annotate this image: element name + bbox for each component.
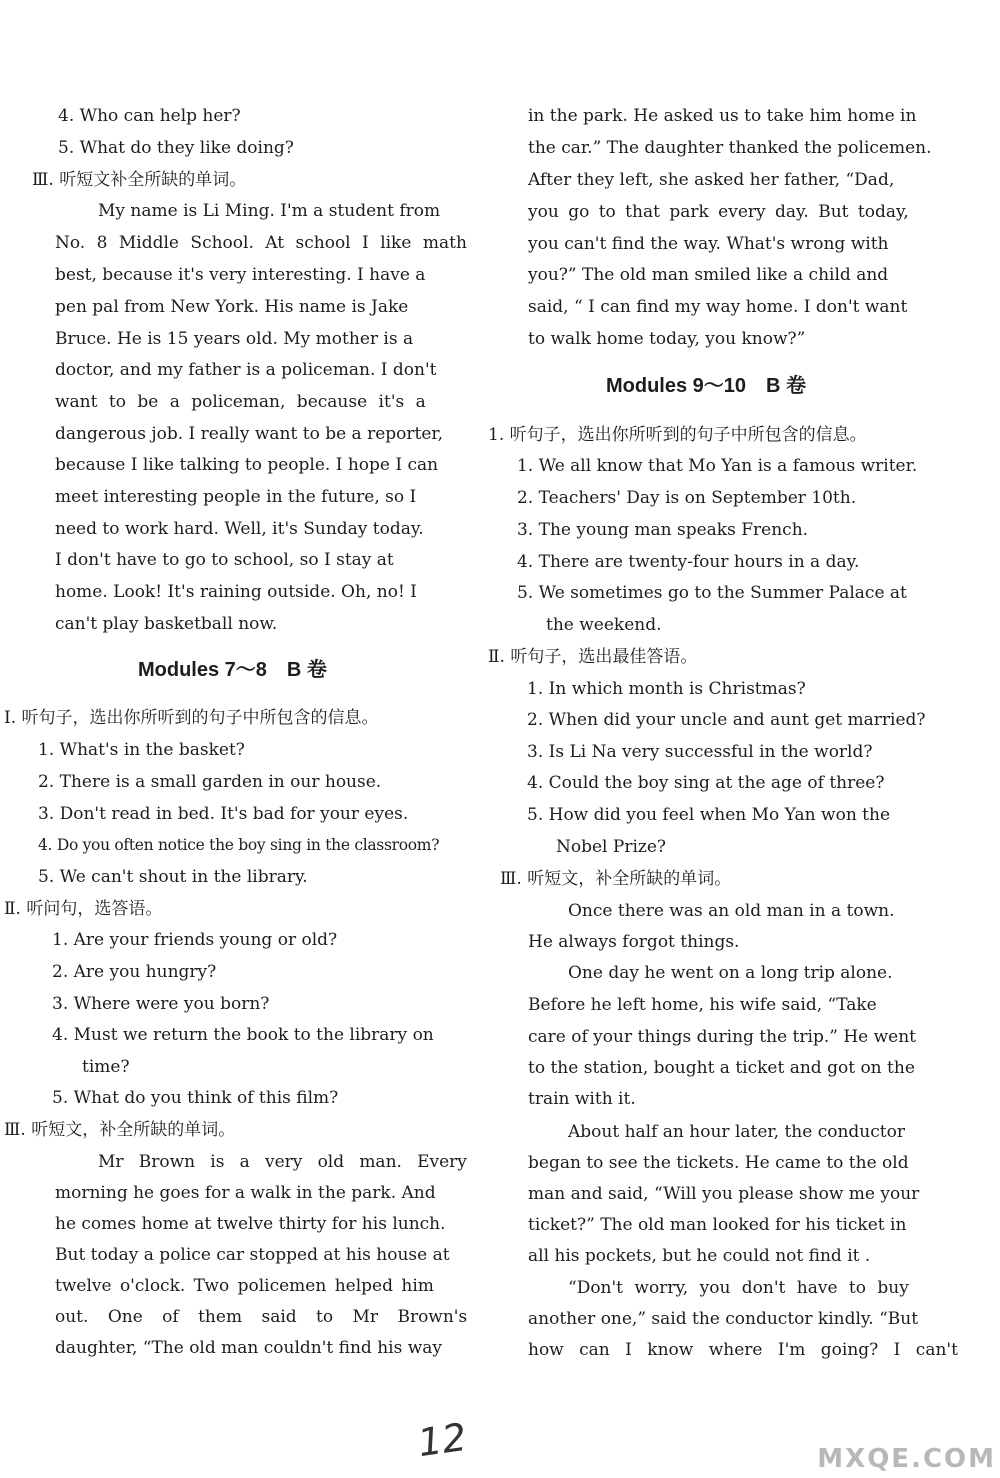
passage-line: want to be a policeman, because it's a — [55, 392, 426, 412]
passage-line: dangerous job. I really want to be a reporter, — [55, 424, 444, 444]
question-item: 2. There is a small garden in our house. — [38, 772, 382, 792]
question-item: 3. Don't read in bed. It's bad for your eyes. — [38, 804, 409, 824]
passage-line: need to work hard. Well, it's Sunday today. — [55, 519, 424, 539]
passage-line: you can't find the way. What's wrong with — [528, 234, 889, 254]
question-item-cont: Nobel Prize? — [556, 837, 667, 857]
question-item: 2. Are you hungry? — [52, 962, 217, 982]
passage-line: he comes home at twelve thirty for his lunch. — [55, 1214, 446, 1234]
passage-line: Once there was an old man in a town. — [568, 901, 895, 921]
passage-line: you?” The old man smiled like a child and — [528, 265, 889, 285]
question-item: 2. When did your uncle and aunt get married? — [527, 710, 926, 730]
question-item: 3. Where were you born? — [52, 994, 270, 1014]
passage-line: to the station, bought a ticket and got on the — [528, 1058, 915, 1078]
passage-line: all his pockets, but he could not find it . — [528, 1246, 871, 1266]
passage-line: meet interesting people in the future, so I — [55, 487, 417, 507]
question-item: 5. What do you think of this film? — [52, 1088, 339, 1108]
question-item: 5. What do they like doing? — [58, 138, 294, 158]
passage-line: Mr Brown is a very old man. Every — [98, 1152, 467, 1172]
passage-line: About half an hour later, the conductor — [568, 1122, 905, 1142]
passage-line: pen pal from New York. His name is Jake — [55, 297, 409, 317]
passage-line: “Don't worry, you don't have to buy — [568, 1278, 909, 1298]
passage-line: Bruce. He is 15 years old. My mother is a — [55, 329, 414, 349]
passage-line: home. Look! It's raining outside. Oh, no! I — [55, 582, 417, 602]
passage-line: But today a police car stopped at his house at — [55, 1245, 450, 1265]
passage-line: because I like talking to people. I hope I can — [55, 455, 439, 475]
question-item: 1. In which month is Christmas? — [527, 679, 806, 699]
passage-line: out. One of them said to Mr Brown's — [55, 1307, 468, 1327]
passage-line: ticket?” The old man looked for his ticket in — [528, 1215, 907, 1235]
question-item: 4. There are twenty-four hours in a day. — [517, 552, 860, 572]
question-item: 4. Who can help her? — [58, 106, 241, 126]
passage-line: said, “ I can find my way home. I don't want — [528, 297, 908, 317]
passage-line: After they left, she asked her father, “Dad, — [528, 170, 895, 190]
passage-line: train with it. — [528, 1089, 636, 1109]
question-item: 1. What's in the basket? — [38, 740, 245, 760]
passage-line: My name is Li Ming. I'm a student from — [98, 201, 441, 221]
watermark: MXQE.COM — [817, 1444, 996, 1474]
question-item: 4. Could the boy sing at the age of three? — [527, 773, 885, 793]
passage-line: One day he went on a long trip alone. — [568, 963, 893, 983]
passage-line: care of your things during the trip.” He went — [528, 1027, 917, 1047]
section-title: 1. 听句子，选出你所听到的句子中所包含的信息。 — [488, 425, 867, 445]
question-item: 2. Teachers' Day is on September 10th. — [517, 488, 857, 508]
question-item: 4. Must we return the book to the library on — [52, 1025, 434, 1045]
passage-line: twelve o'clock. Two policemen helped him — [55, 1276, 434, 1296]
section-heading: Modules 9～10 B 卷 — [606, 375, 807, 397]
question-item: 5. We can't shout in the library. — [38, 867, 308, 887]
page-number: 12 — [415, 1414, 470, 1466]
passage-line: you go to that park every day. But today, — [528, 202, 909, 222]
section-title: Ⅱ. 听问句，选答语。 — [4, 899, 163, 919]
question-item: 5. How did you feel when Mo Yan won the — [527, 805, 891, 825]
question-item: 3. Is Li Na very successful in the world? — [527, 742, 873, 762]
passage-line: another one,” said the conductor kindly. “But — [528, 1309, 919, 1329]
passage-line: He always forgot things. — [528, 932, 740, 952]
passage-line: began to see the tickets. He came to the old — [528, 1153, 909, 1173]
question-item: 4. Do you often notice the boy sing in the classroom? — [38, 836, 440, 854]
question-item-cont: the weekend. — [546, 615, 662, 635]
question-item: 1. We all know that Mo Yan is a famous writer. — [517, 456, 918, 476]
question-item: 5. We sometimes go to the Summer Palace at — [517, 583, 907, 603]
passage-line: man and said, “Will you please show me your — [528, 1184, 920, 1204]
passage-line: No. 8 Middle School. At school I like math — [55, 233, 467, 253]
passage-line: Before he left home, his wife said, “Take — [528, 995, 877, 1015]
passage-line: morning he goes for a walk in the park. And — [55, 1183, 436, 1203]
passage-line: the car.” The daughter thanked the policemen. — [528, 138, 932, 158]
passage-line: best, because it's very interesting. I have a — [55, 265, 426, 285]
section-title: Ⅲ. 听短文，补全所缺的单词。 — [500, 869, 732, 889]
passage-line: in the park. He asked us to take him home in — [528, 106, 917, 126]
passage-line: can't play basketball now. — [55, 614, 278, 634]
question-item: 1. Are your friends young or old? — [52, 930, 338, 950]
section-heading: Modules 7～8 B 卷 — [138, 659, 327, 681]
passage-line: doctor, and my father is a policeman. I don't — [55, 360, 437, 380]
passage-line: I don't have to go to school, so I stay at — [55, 550, 394, 570]
section-title: Ⅰ. 听句子，选出你所听到的句子中所包含的信息。 — [4, 708, 379, 728]
passage-line: to walk home today, you know?” — [528, 329, 806, 349]
section-title: Ⅱ. 听句子，选出最佳答语。 — [488, 647, 698, 667]
passage-line: daughter, “The old man couldn't find his way — [55, 1338, 443, 1358]
passage-line: how can I know where I'm going? I can't — [528, 1340, 958, 1360]
question-item: 3. The young man speaks French. — [517, 520, 809, 540]
question-item-cont: time? — [82, 1057, 130, 1077]
section-title: Ⅲ. 听短文，补全所缺的单词。 — [4, 1120, 236, 1140]
section-title: Ⅲ. 听短文补全所缺的单词。 — [32, 170, 247, 190]
